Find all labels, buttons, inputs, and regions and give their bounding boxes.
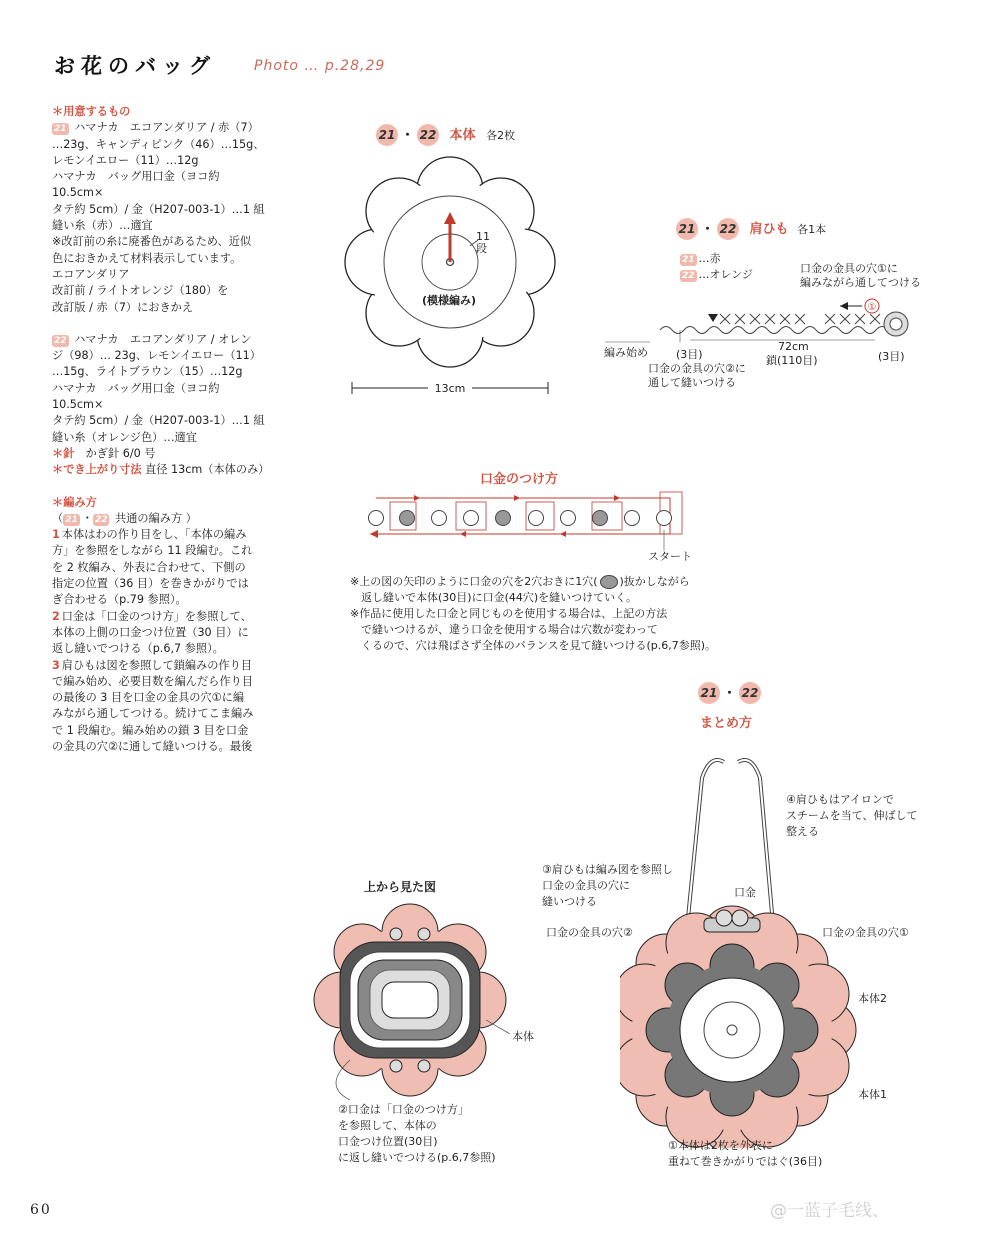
body-diagram-heading: 21 ・ 22 本体 各2枚 [376,124,515,146]
strap-note-2a: 口金の金具の穴②に [648,362,746,375]
assembly-step1: ①本体は2枚を外表に 重ねて巻きかがりではぐ(36目) [668,1139,823,1168]
materials-21-line: 色におきかえて材料表示しています。 [52,251,242,265]
topview-note: ②口金は「口金のつけ方」 を参照して、本体の 口金つけ位置(30目) に返し縫いでつける(p.6,7参照) [338,1103,496,1164]
method-step: 2 口金は「口金のつけ方」を参照して、 [52,609,252,623]
materials-21-line: 改訂版 / 赤（7）におきかえ [52,300,194,314]
materials-21-line: …23g、キャンディピンク（46）…15g、 [52,137,265,151]
clasp-note-line: で縫いつけるが、違う口金を使用する場合は穴数が変わって [350,623,658,636]
strap-hole-1-label: ① [867,302,877,313]
strap-note-1a: 口金の金具の穴①に [800,262,898,275]
materials-22-line: タテ約 5cm）/ 金（H207-003-1）…1 組 [52,414,265,428]
body-1-label: 本体1 [858,1088,887,1101]
topview-body-label: 本体 [512,1030,534,1043]
method-line: で 1 段編む。編み始めの鎖 3 目を口金 [52,723,249,737]
method-line: 本体の上側の口金つけ位置（30 目）に [52,625,249,639]
topview-diagram [310,900,510,1100]
clasp-note-line: 返し縫いで本体(30目)に口金(44穴)を縫いつけていく。 [350,591,637,604]
strap-heading: 21 ・ 22 肩ひも 各1本 [676,218,826,240]
clasp-note-line: ※作品に使用した口金と同じものを使用する場合は、上記の方法 [350,607,668,620]
method-line: 指定の位置（36 目）を巻きかがりでは [52,577,249,591]
needle-line: ＊針 かぎ針 6/0 号 [52,446,156,460]
instructions-column [52,104,274,755]
method-line: を 2 枚編み、外表に合わせて、下側の [52,560,246,574]
materials-21-line: 縫い糸（赤）…適宜 [52,219,153,233]
method-line: で編み始め、必要目数を編んだら作り目 [52,674,253,688]
clasp-notes [350,574,716,654]
method-heading: ＊編み方 [52,495,97,509]
left-arrow-icon [840,302,848,310]
method-line: ぎ合わせる（p.79 参照）。 [52,593,187,607]
materials-21-line: エコアンダリア [52,267,130,281]
skipped-hole-icon [600,575,618,589]
clasp-note-line: ※上の図の矢印のように口金の穴を2穴おきに1穴( )抜かしながら [350,575,690,588]
materials-21-line: タテ約 5cm）/ 金（H207-003-1）…1 組 [52,202,265,216]
hole-1-label: 口金の金具の穴① [822,926,909,939]
strap-note-2b: 通して縫いつける [648,376,736,389]
strap-3-stitches-b: (3目) [878,350,905,363]
method-line: の最後の 3 目を口金の金具の穴①に編 [52,691,245,705]
materials-22-line: ジ（98）… 23g、レモンイエロー（11） [52,349,261,363]
materials-21-line: 21 ハマナカ エコアンダリア / 赤（7） [54,121,259,135]
clasp-section-title: 口金のつけ方 [480,472,559,487]
strap-note-1b: 編みながら通してつける [800,276,921,289]
hole-2-label: 口金の金具の穴② [546,926,633,939]
body-flower-diagram [340,152,560,412]
clasp-label: 口金 [734,886,756,899]
materials-22-line: 縫い糸（オレンジ色）…適宜 [52,430,197,444]
photo-reference: Photo … p.28,29 [254,58,386,74]
materials-22-line: ハマナカ バッグ用口金（ヨコ約 10.5cm× [52,381,220,412]
body-2-label: 本体2 [858,992,887,1005]
clasp-hole-diagram [360,488,690,552]
materials-22-line: …15g、ライトブラウン（15）…12g [52,365,243,379]
watermark: @一蓝子毛线、 [770,1201,889,1221]
materials-heading: ＊用意するもの [52,105,131,118]
method-common: （ 21 ・ 22 共通の編み方 ） [52,511,197,525]
strap-color-22: 22 …オレンジ [682,268,753,281]
assembly-title: まとめ方 [700,716,753,731]
rows-unit: 段 [476,242,487,255]
method-line: 方」を参照をしながら 11 段編む。これ [52,544,253,558]
topview-title: 上から見た図 [364,880,437,894]
assembly-step4: ④肩ひもはアイロンで スチームを当て、伸ばして 整える [786,793,918,838]
strap-3-stitches-a: (3目) [676,348,703,361]
strap-chains-label: 鎖(110目) [766,354,818,367]
clasp-start-label: スタート [648,550,692,563]
materials-21-line: ハマナカ バッグ用口金（ヨコ約 10.5cm× [52,170,220,200]
size-line: ＊でき上がり寸法 直径 13cm（本体のみ） [52,463,270,477]
pattern-label: (模様編み) [422,294,477,307]
number-badge-22: 22 [54,335,67,346]
materials-21-line: 改訂前 / ライトオレンジ（180）を [52,284,229,298]
page-number: 60 [30,1202,52,1218]
clasp-note-line: くるので、穴は飛ばさず全体のバランスを見て縫いつける(p.6,7参照)。 [350,639,717,652]
method-line: の金具の穴②に通して縫いつける。最後 [52,739,253,753]
method-step: 3 肩ひもは図を参照して鎖編みの作り目 [52,658,252,672]
strap-start-label: 編み始め [604,346,648,359]
method-line: みながら通してつける。続けてこま編み [52,707,254,721]
arrow-marker-icon [708,314,718,322]
method-line: 返し縫いでつける（p.6,7 参照）。 [52,642,224,656]
strap-color-21: 21 …赤 [682,252,721,265]
number-badge-21: 21 [54,124,67,135]
assembly-step3: ③肩ひもは編み図を参照し 口金の金具の穴に 縫いつける [542,863,673,908]
materials-22-line: 22 ハマナカ エコアンダリア / オレン [54,332,252,346]
materials-21-line: レモンイエロー（11）…12g [52,153,199,167]
method-step: 1 本体はわの作り目をし、「本体の編み [52,528,247,542]
width-label: 13cm [434,382,466,395]
strap-length-label: 72cm [778,340,809,353]
rows-label: 11 [476,230,490,243]
assembly-heading: 21 ・ 22 [698,682,761,704]
page-title: お花のバッグ [54,54,216,78]
materials-21-line: ※改訂前の糸に廃番色があるため、近似 [52,235,252,249]
